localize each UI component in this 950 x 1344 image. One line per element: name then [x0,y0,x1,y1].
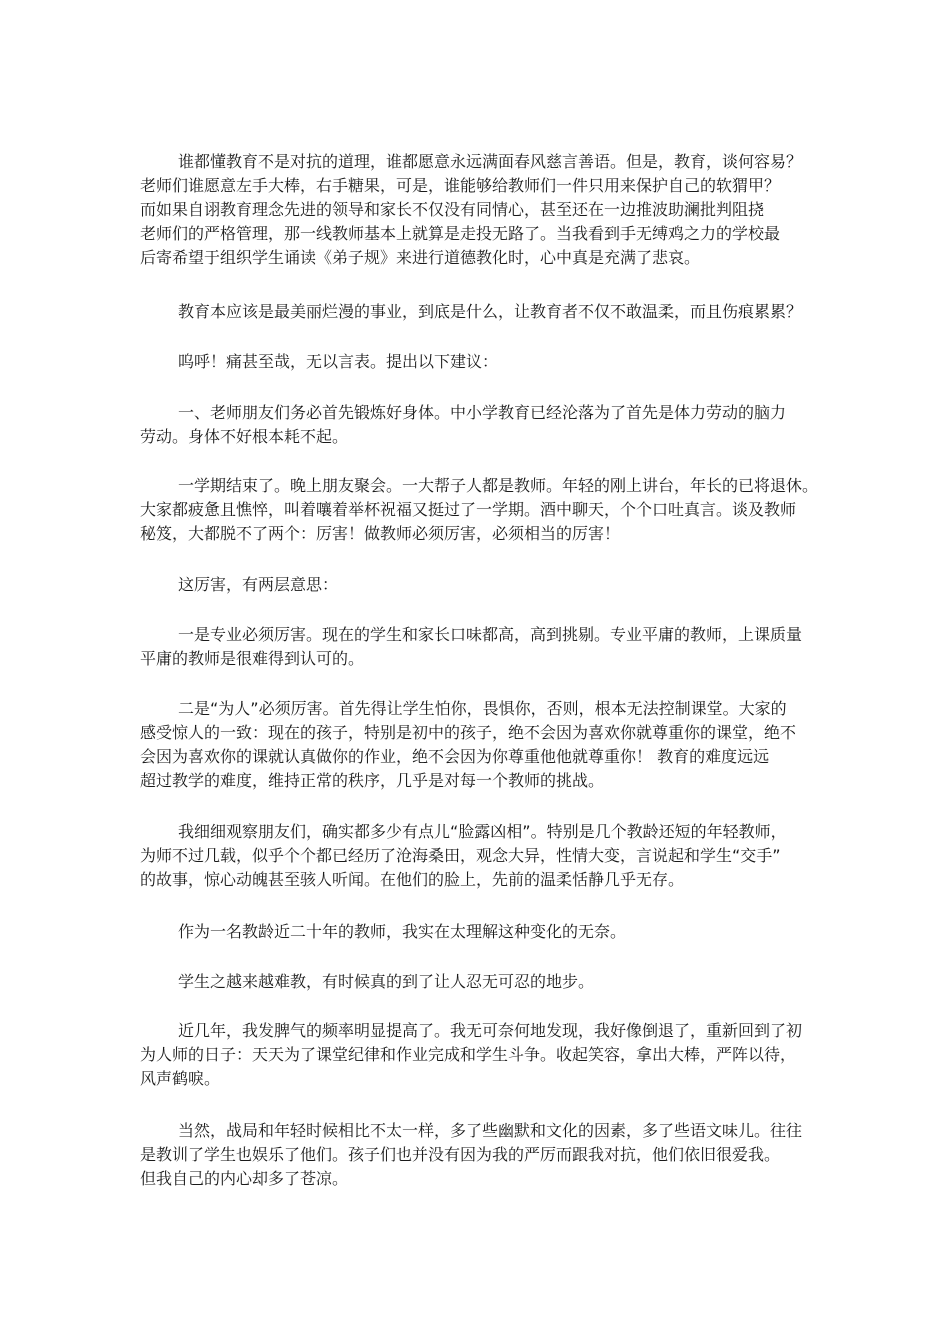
text-line: 呜呼！痛甚至哉，无以言表。提出以下建议： [178,352,499,371]
paragraph [140,697,820,793]
paragraph [140,300,820,324]
text-line: 教育本应该是最美丽烂漫的事业，到底是什么，让教育者不仅不敢温柔，而且伤痕累累？ [178,302,803,321]
text-line: 而如果自诩教育理念先进的领导和家长不仅没有同情心，甚至还在一边推波助澜批判阻挠 [140,200,765,219]
text-line: 会因为喜欢你的课就认真做你的作业，绝不会因为你尊重他他就尊重你！ 教育的难度远远 [140,747,770,766]
text-line: 劳动。身体不好根本耗不起。 [140,427,349,446]
paragraph [140,1019,820,1091]
text-line: 一学期结束了。晚上朋友聚会。一大帮子人都是教师。年轻的刚上讲台，年长的已将退休。 [178,476,819,495]
text-line: 平庸的教师是很难得到认可的。 [140,649,365,668]
text-line: 风声鹤唳。 [140,1069,221,1088]
text-line: 的故事，惊心动魄甚至骇人听闻。在他们的脸上，先前的温柔恬静几乎无存。 [140,870,685,889]
text-line: 感受惊人的一致：现在的孩子，特别是初中的孩子，绝不会因为喜欢你就尊重你的课堂，绝不 [140,723,797,742]
text-line: 大家都疲惫且憔悴，叫着嚷着举杯祝福又挺过了一学期。酒中聊天，个个口吐真言。谈及教师 [140,500,797,519]
text-line: 超过教学的难度，维持正常的秩序，几乎是对每一个教师的挑战。 [140,771,605,790]
paragraph [140,150,820,270]
paragraph [140,820,820,892]
paragraph [140,623,820,671]
paragraph [140,401,820,449]
text-line: 为师不过几载，似乎个个都已经历了沧海桑田，观念大异，性情大变，言说起和学生“交手” [140,846,781,865]
paragraph [140,573,820,597]
text-line: 一是专业必须厉害。现在的学生和家长口味都高，高到挑剔。专业平庸的教师，上课质量 [178,625,803,644]
text-line: 为人师的日子：天天为了课堂纪律和作业完成和学生斗争。收起笑容，拿出大棒，严阵以待， [140,1045,797,1064]
text-line: 学生之越来越难教，有时候真的到了让人忍无可忍的地步。 [178,972,595,991]
paragraph [140,474,820,546]
paragraph [140,1119,820,1191]
text-line: 但我自己的内心却多了苍凉。 [140,1169,349,1188]
text-line: 老师们谁愿意左手大棒，右手糖果，可是，谁能够给教师们一件只用来保护自己的软猬甲？ [140,176,781,195]
text-line: 近几年，我发脾气的频率明显提高了。我无可奈何地发现，我好像倒退了，重新回到了初 [178,1021,803,1040]
text-line: 是教训了学生也娱乐了他们。孩子们也并没有因为我的严厉而跟我对抗，他们依旧很爱我。 [140,1145,781,1164]
text-line: 作为一名教龄近二十年的教师，我实在太理解这种变化的无奈。 [178,922,627,941]
text-line: 秘笈，大都脱不了两个：厉害！做教师必须厉害，必须相当的厉害！ [140,524,621,543]
text-line: 一、老师朋友们务必首先锻炼好身体。中小学教育已经沦落为了首先是体力劳动的脑力 [178,403,787,422]
paragraph [140,970,820,994]
text-line: 二是“为人”必须厉害。首先得让学生怕你，畏惧你，否则，根本无法控制课堂。大家的 [178,699,787,718]
paragraph [140,350,820,374]
text-line: 谁都懂教育不是对抗的道理，谁都愿意永远满面春风慈言善语。但是，教育，谈何容易？ [178,152,803,171]
text-line: 老师们的严格管理，那一线教师基本上就算是走投无路了。当我看到手无缚鸡之力的学校最 [140,224,781,243]
text-line: 我细细观察朋友们，确实都多少有点儿“脸露凶相”。特别是几个教龄还短的年轻教师， [178,822,787,841]
text-line: 当然，战局和年轻时候相比不太一样，多了些幽默和文化的因素，多了些语文味儿。往往 [178,1121,803,1140]
text-line: 后寄希望于组织学生诵读《弟子规》来进行道德教化时，心中真是充满了悲哀。 [140,248,701,267]
text-line: 这厉害，有两层意思： [178,575,339,594]
paragraph [140,920,820,944]
